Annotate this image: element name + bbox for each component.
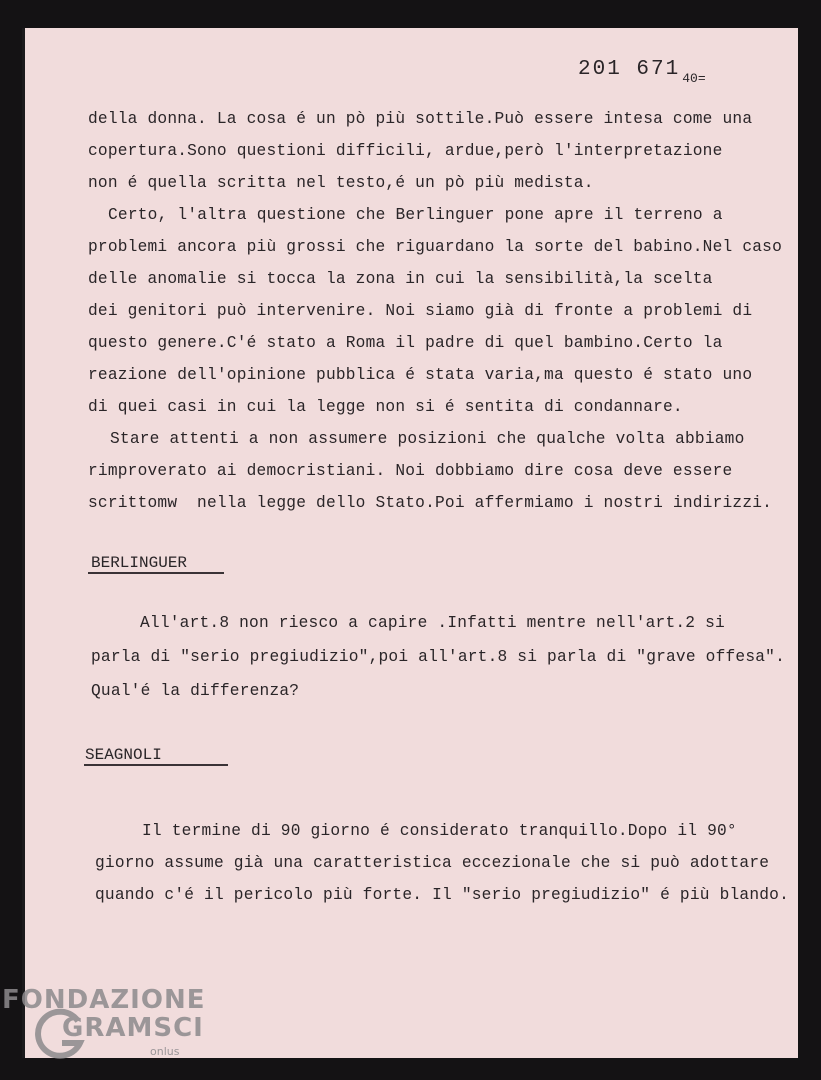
- watermark-line1: FONDAZIONE: [2, 985, 206, 1015]
- text-line: Certo, l'altra questione che Berlinguer pone apre il terreno a: [108, 206, 723, 224]
- text-line: giorno assume già una caratteristica eccezionale che si può adottare: [95, 854, 770, 872]
- text-line: questo genere.C'é stato a Roma il padre di quel bambino.Certo la: [88, 334, 723, 352]
- text-line: dei genitori può intervenire. Noi siamo già di fronte a problemi di: [88, 302, 753, 320]
- text-line: Il termine di 90 giorno é considerato tranquillo.Dopo il 90°: [142, 822, 737, 840]
- text-line: Stare attenti a non assumere posizioni che qualche volta abbiamo: [110, 430, 745, 448]
- speaker-heading-berlinguer: BERLINGUER: [91, 554, 188, 572]
- watermark-line3: onlus: [150, 1045, 180, 1058]
- text-line: All'art.8 non riesco a capire .Infatti mentre nell'art.2 si: [140, 614, 725, 632]
- page-number-sub: 40=: [682, 71, 706, 86]
- text-line: quando c'é il pericolo più forte. Il "serio pregiudizio" é più blando.: [95, 886, 789, 904]
- text-line: reazione dell'opinione pubblica é stata varia,ma questo é stato uno: [88, 366, 753, 384]
- watermark-line2: GRAMSCI: [62, 1013, 204, 1043]
- binding-edge: [22, 28, 25, 1058]
- text-line: scrittomw nella legge dello Stato.Poi affermiamo i nostri indirizzi.: [88, 494, 773, 512]
- document-page: [22, 28, 798, 1058]
- speaker-underline: [88, 572, 224, 574]
- page-number-main: 201 671: [578, 58, 681, 81]
- text-line: Qual'é la differenza?: [91, 682, 300, 700]
- speaker-underline: [84, 764, 228, 766]
- text-line: non é quella scritta nel testo,é un pò più medista.: [88, 174, 594, 192]
- text-line: parla di "serio pregiudizio",poi all'art.8 si parla di "grave offesa".: [91, 648, 785, 666]
- text-line: delle anomalie si tocca la zona in cui la sensibilità,la scelta: [88, 270, 713, 288]
- text-line: rimproverato ai democristiani. Noi dobbiamo dire cosa deve essere: [88, 462, 733, 480]
- page-number: [578, 58, 706, 86]
- speaker-heading-seagnoli: SEAGNOLI: [85, 746, 162, 764]
- text-line: di quei casi in cui la legge non si é sentita di condannare.: [88, 398, 683, 416]
- text-line: problemi ancora più grossi che riguardano la sorte del babino.Nel caso: [88, 238, 782, 256]
- text-line: della donna. La cosa é un pò più sottile.Può essere intesa come una: [88, 110, 753, 128]
- text-line: copertura.Sono questioni difficili, ardue,però l'interpretazione: [88, 142, 723, 160]
